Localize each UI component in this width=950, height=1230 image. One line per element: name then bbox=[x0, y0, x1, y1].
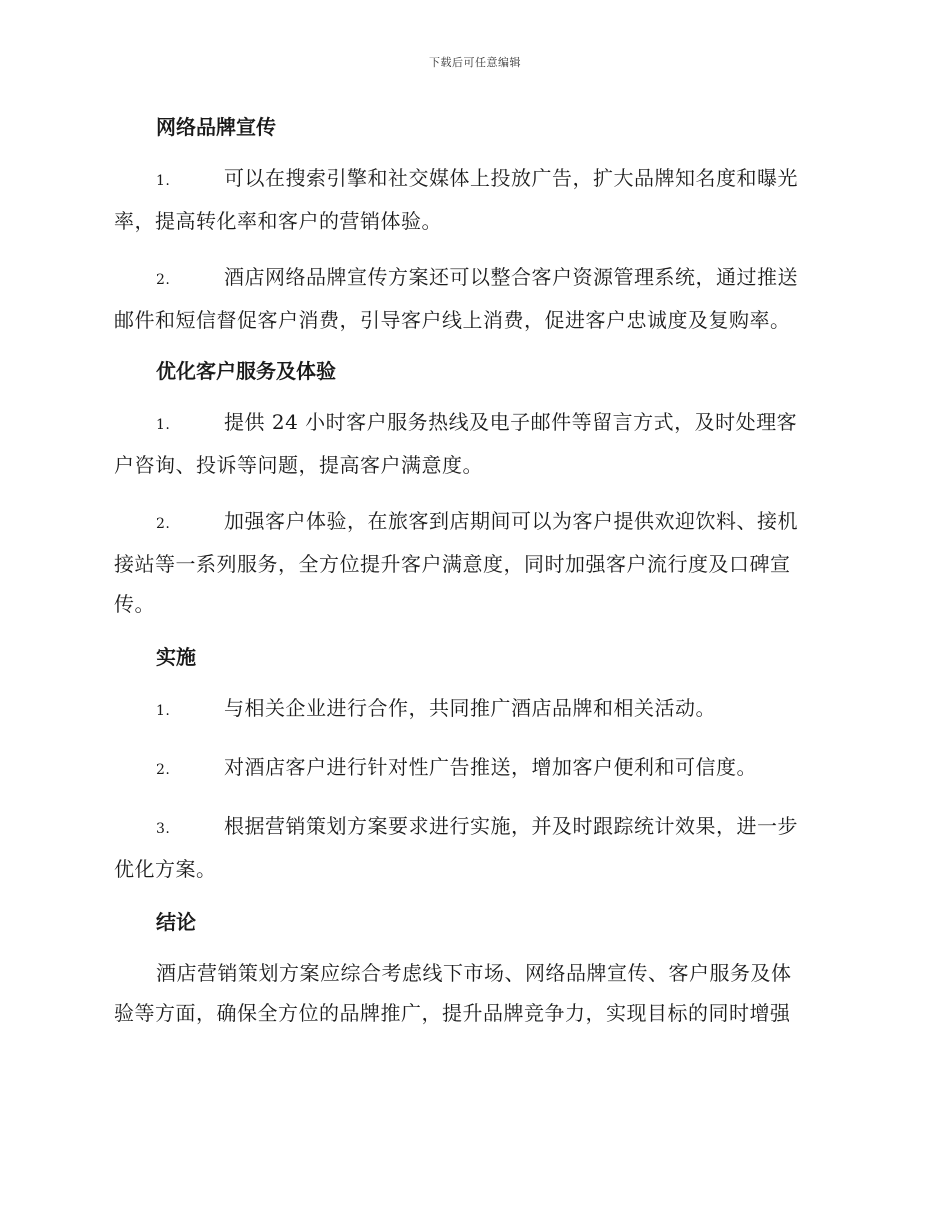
list-number: 1. bbox=[156, 173, 171, 189]
list-text: 加强客户体验，在旅客到店期间可以为客户提供欢迎饮料、接机 bbox=[224, 509, 798, 533]
list-text: 对酒店客户进行针对性广告推送，增加客户便利和可信度。 bbox=[224, 755, 757, 779]
list-text: 提供 24 小时客户服务热线及电子邮件等留言方式，及时处理客 bbox=[224, 410, 798, 434]
list-text: 酒店网络品牌宣传方案还可以整合客户资源管理系统，通过推送 bbox=[224, 265, 798, 289]
list-item bbox=[114, 257, 834, 340]
section-heading-brand: 网络品牌宣传 bbox=[156, 115, 276, 139]
list-number: 1. bbox=[156, 417, 171, 433]
list-item bbox=[114, 158, 834, 241]
list-number: 3. bbox=[156, 821, 171, 837]
section-heading-conclusion: 结论 bbox=[156, 910, 196, 934]
page-header-note: 下载后可任意编辑 bbox=[429, 56, 521, 69]
list-number: 2. bbox=[156, 516, 171, 532]
list-text-continued: 传。 bbox=[114, 592, 155, 616]
list-text-continued: 户咨询、投诉等问题，提高客户满意度。 bbox=[114, 453, 483, 477]
list-text-continued: 邮件和短信督促客户消费，引导客户线上消费，促进客户忠诚度及复购率。 bbox=[114, 308, 791, 332]
list-number: 2. bbox=[156, 272, 171, 288]
list-number: 1. bbox=[156, 703, 171, 719]
list-text-continued: 接站等一系列服务，全方位提升客户满意度，同时加强客户流行度及口碑宣 bbox=[114, 552, 791, 576]
list-text: 与相关企业进行合作，共同推广酒店品牌和相关活动。 bbox=[224, 696, 716, 720]
section-heading-service: 优化客户服务及体验 bbox=[156, 359, 336, 383]
list-text: 根据营销策划方案要求进行实施，并及时跟踪统计效果，进一步 bbox=[224, 814, 798, 838]
list-item bbox=[114, 501, 834, 624]
list-item bbox=[114, 688, 834, 731]
list-text-continued: 率，提高转化率和客户的营销体验。 bbox=[114, 209, 442, 233]
list-number: 2. bbox=[156, 762, 171, 778]
conclusion-paragraph-line: 酒店营销策划方案应综合考虑线下市场、网络品牌宣传、客户服务及体 bbox=[156, 961, 792, 985]
list-text-continued: 优化方案。 bbox=[114, 857, 217, 881]
conclusion-paragraph-line: 验等方面，确保全方位的品牌推广，提升品牌竞争力，实现目标的同时增强 bbox=[114, 1001, 791, 1025]
list-text: 可以在搜索引擎和社交媒体上投放广告，扩大品牌知名度和曝光 bbox=[224, 166, 798, 190]
list-item bbox=[114, 402, 834, 485]
list-item bbox=[114, 747, 834, 790]
document-body bbox=[114, 112, 834, 1033]
list-item bbox=[114, 806, 834, 889]
section-heading-implement: 实施 bbox=[156, 645, 196, 669]
